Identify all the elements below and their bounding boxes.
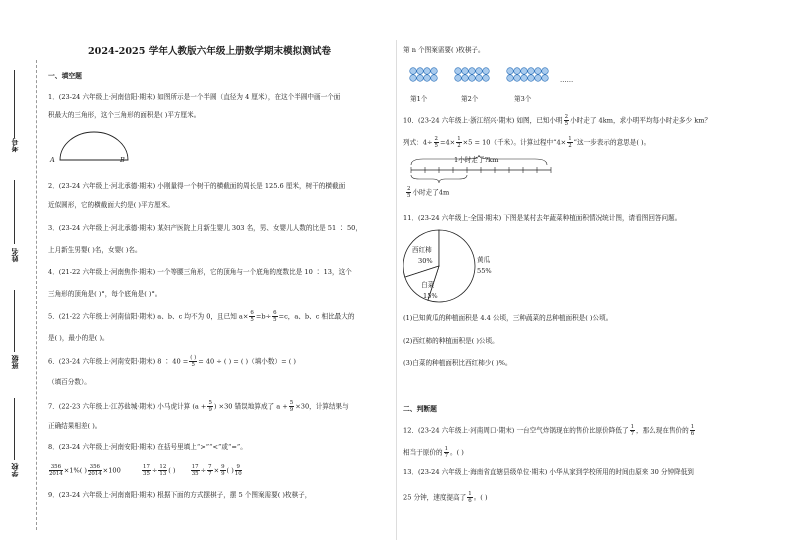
q8-i3-a-num: 17 [191,464,199,470]
q8-i4-b-num: 9 [236,464,240,470]
q5-f1-den: 5 [250,317,254,323]
q10-ff1-den: 5 [434,143,438,149]
pattern-2 [455,68,490,82]
q8-line1: 8．(23-24 六年级上·河南安阳·期末) 在括号里填上“>”“<”或“=”。 [48,443,247,451]
school-label: 学校 [10,463,19,477]
q8-item4-b [235,464,242,477]
binding-margin [6,0,28,550]
q9-line1: 9．(23-24 六年级上·河南南阳·期末) 根据下面的方式摆棋子，摆 5 个图案需要( )枚棋子， [48,491,312,499]
q7-fraction-2 [289,400,294,413]
class-line [14,290,15,352]
q7-line2: 正确结果相差( )。 [48,422,102,430]
q10-formula-f3 [567,136,572,149]
q5-f2-den: 5 [273,317,277,323]
q12b-f-num: 1 [444,446,448,452]
q8-i2-tail: ( ) [168,466,176,475]
q12-line1 [403,424,696,437]
pie-pct-cucumber: 55% [477,267,492,275]
q12-text-mid: ，那么现在售价的 [636,426,689,435]
q8-i3-tail: × [213,466,220,475]
q10-formula-tail: ”这一步表示的意思是( )。 [573,138,651,147]
q13-line1: 13．(23-24 六年级上·海南省直辖县级单位·期末) 小华从家到学校所用的时间由原来 30 分钟降低到 [403,468,694,476]
q9-line2: 第 n 个图案需要( )枚棋子。 [403,46,485,54]
q8-i1-a-num: 356 [50,464,61,470]
q11-line1: 11．(23-24 六年级上·全国·期末) 下图是某村去年蔬菜种植面积情况统计图，请看图回答问题。 [403,214,682,222]
q10-f-num: 2 [564,114,569,120]
point-a-label: A [50,156,55,164]
q7-text-post: ×30，计算结果与 [295,402,349,411]
q8-i2-a-den: 35 [143,471,150,477]
q5-f2-num: 6 [273,310,277,316]
section-judge-heading: 二、判断题 [403,405,437,413]
q12-text-pre: 12．(23-24 六年级上·河南周口·期末) 一台空气炸锅现在的售价比原价降低了 [403,426,629,435]
q8-item2-b [158,464,167,477]
q8-i4-b-den: 10 [234,471,242,477]
q5-text-post: =c，a、b、c 相比最大的 [278,312,355,321]
q6-line2: （填百分数）。 [48,378,91,386]
q5-line1 [48,310,354,323]
semicircle-shape [60,132,128,160]
pie-label-cabbage: 白菜 [421,281,435,289]
pattern-3-label: 第3个 [514,95,532,103]
q10-text-post: 小时走了 4km，求小明平均每小时走多少 km？ [570,116,712,125]
diagram-bottom-text: 小时走了4m [412,188,450,197]
diagram-top-label: 1小时走了?km [454,156,499,164]
q10-formula-pre: 列式：4÷ [403,138,433,147]
q6-text-pre: 6．(23-24 六年级上·河南安阳·期末) 8 ∶ 40 = [48,357,189,366]
q1-line1: 1．(23-24 六年级上·河南信阳·期末) 如图所示是一个半圆（直径为 4 厘米），在这个半圆中画一个面 [48,93,341,101]
column-divider [396,40,397,540]
q8-i1-a-den: 2014 [49,471,63,477]
pattern-1 [410,68,438,82]
q7-f2-den: 9 [289,407,294,413]
bottom-brace [411,175,467,183]
q10-formula-mid: =4× [439,138,456,147]
name-line [14,180,15,244]
q5-text-pre: 5．(21-22 六年级上·河南信阳·期末) a、b、c 均不为 0，且已知 a× [48,312,249,321]
q6-f-num: ( ) [190,355,197,361]
q10-f-den: 5 [564,121,569,127]
q8-i3-op: ÷ [200,466,207,475]
q8-item1-b [88,464,102,477]
q7-f2-num: 5 [289,400,294,406]
q6-f-den: 5 [191,362,195,368]
binding-dashed-line [36,60,37,530]
diagram-bf-num: 2 [407,186,411,192]
q8-i1-tail: ×100 [102,466,121,475]
q5-text-mid: =b÷ [255,312,272,321]
q12-f1-den: 7 [630,431,634,437]
q10-text-pre: 10．(23-24 六年级上·浙江绍兴·期末) 如图，已知小明 [403,116,563,125]
q7-f1-num: 5 [208,400,212,406]
q12b-text-pre: 相当于原价的 [403,448,443,457]
q13-text-post: 。( ) [473,493,488,502]
q8-i3-b-num: 7 [208,464,212,470]
q7-text-mid: ) ×30 错误地算成了 a + [213,402,288,411]
q8-i2-b-num: 12 [159,464,167,470]
school-line [14,398,15,460]
q13-text-pre: 25 分钟，速度提高了 [403,493,467,502]
q8-i2-b-den: 13 [159,471,167,477]
q7-text-pre: 7．(22-23 六年级上·江苏盐城·期末) 小马虎计算 (a + [48,402,207,411]
q12-f2-num: 1 [690,424,695,430]
q10-ff3-den: 2 [568,143,572,149]
q10-ff2-den: 2 [457,143,461,149]
q10-ff1-num: 2 [434,136,438,142]
q12-fraction-2 [690,424,695,437]
q7-line1 [48,400,349,413]
diagram-bf-den: 5 [407,193,411,199]
q5-fraction-2 [272,310,277,323]
q7-fraction-1 [207,400,212,413]
name-label: 姓名 [10,248,19,262]
q3-line2: 上月新生男婴( )名，女婴( )名。 [48,246,142,254]
q12b-f-den: 7 [444,453,448,459]
q7-f1-den: 9 [208,407,212,413]
q10-formula-f1 [434,136,439,149]
pie-pct-cabbage: 15% [423,292,438,300]
q4-line2: 三角形的顶角是( )°，每个底角是( )°。 [48,290,162,298]
q12-fraction-1 [630,424,635,437]
class-label: 班级 [10,355,19,369]
q12-f2-den: 6 [690,431,695,437]
q11-sub3: (3)白菜的种植面积比西红柿少( )%。 [403,359,512,367]
q13-fraction [467,491,472,504]
exam-number-label: 考号 [10,138,19,152]
q8-i2-op: ÷ [151,466,158,475]
pie-pct-tomato: 30% [418,257,433,265]
q13-line2 [403,491,488,504]
q8-item4-a [220,464,225,477]
q1-line2: 积最大的三角形，这个三角形的面积是( )平方厘米。 [48,111,201,119]
q8-i4-a-den: 9 [221,471,225,477]
q8-item3-b [207,464,212,477]
q10-ff3-num: 1 [568,136,572,142]
q10-formula-f2 [456,136,461,149]
q10-ff2-num: 1 [457,136,461,142]
diagram-bottom-label [405,186,449,199]
q2-line1: 2．(23-24 六年级上·河北承德·期末) 小刚量得一个树干的横截面的周长是 125.6 厘米，树干的横截面 [48,182,346,190]
q12b-text-post: 。( ) [450,448,464,457]
exam-number-line [14,70,15,138]
vegetable-pie-chart [403,226,513,308]
q8-i2-a-num: 17 [143,464,150,470]
q4-line1: 4．(21-22 六年级上·河南焦作·期末) 一个等腰三角形，它的顶角与一个底角的度数比是 10 ∶ 13，这个 [48,268,352,276]
q12-f1-num: 1 [630,424,634,430]
q5-line2: 是( )，最小的是( )。 [48,334,109,342]
q10-line2 [403,136,650,149]
q3-line1: 3．(23-24 六年级上·河北承德·期末) 某妇产医院上月新生婴儿 303 名，男、女婴儿人数的比是 51 ∶ 50， [48,224,362,232]
q13-f-den: 6 [468,498,472,504]
q6-line1 [48,355,296,368]
section-fill-heading: 一、填空题 [48,72,82,80]
q8-i3-a-den: 35 [191,471,199,477]
q8-i4-a-num: 9 [221,464,225,470]
q6-text-post: = 40 ÷ ( ) = ( )（填小数）= ( ) [198,357,296,366]
q8-i1-b-num: 356 [89,464,100,470]
page-title: 2024-2025 学年人教版六年级上册数学期末模拟测试卷 [88,46,332,57]
pie-label-tomato: 西红柿 [412,246,432,254]
q10-formula-post: ×5 = 10（千米）。计算过程中“4× [462,138,567,147]
point-b-label: B [120,156,125,164]
q11-sub2: (2)西红柿的种植面积是( )公顷。 [403,337,499,345]
pattern-1-label: 第1个 [410,95,428,103]
q10-line1 [403,114,711,127]
q5-f1-num: 6 [250,310,254,316]
q11-sub1: (1)已知黄瓜的种植面积是 4.4 公顷，三种蔬菜的总种植面积是( )公顷。 [403,314,613,322]
q2-line2: 近似圆形，它的横截面大约是( )平方厘米。 [48,201,174,209]
q8-i3-b-den: 7 [208,471,212,477]
q6-fraction [189,355,197,368]
q10-fraction [564,114,569,127]
q8-item2-a [142,464,151,477]
q5-fraction-1 [249,310,254,323]
q8-i4-op: ( ) [226,466,234,475]
pattern-2-label: 第2个 [461,95,479,103]
q12-line2 [403,446,464,459]
pattern-3 [507,68,549,82]
q8-compare-row [48,464,243,477]
q8-item1-a [49,464,63,477]
q8-item3-a [191,464,200,477]
q13-f-num: 1 [468,491,472,497]
q8-i1-op: ×1%( ) [63,466,87,475]
diagram-bottom-fraction [406,186,411,199]
pattern-ellipsis: …… [560,76,574,84]
q8-i1-b-den: 2014 [87,471,102,477]
q12b-fraction [444,446,449,459]
pie-label-cucumber: 黄瓜 [477,256,491,264]
